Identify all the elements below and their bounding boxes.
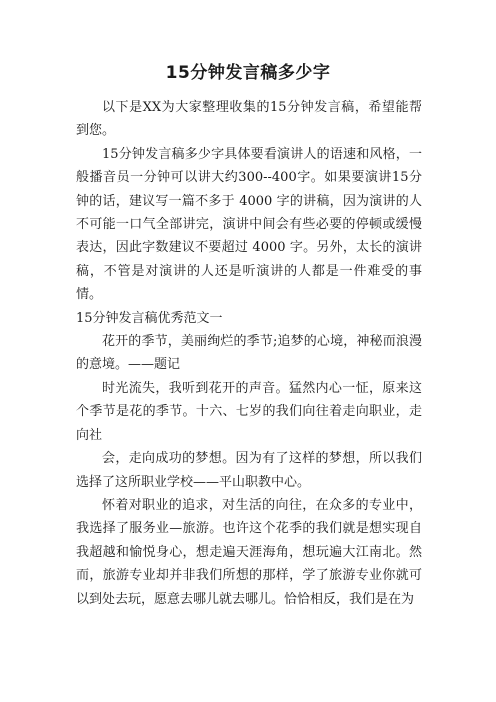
document-title: 15分钟发言稿多少字 [165, 63, 331, 83]
paragraph-time: 时光流失，我听到花开的声音。猛然内心一怔，原来这个季节是花的季节。十六、七岁的我们向往着走向职业，走向社 [76, 380, 422, 443]
paragraph-word-count: 15分钟发言稿多少字具体要看演讲人的语速和风格，一般播音员一分钟可以讲大约300--400字。如果要演讲15分钟的话，建议写一篇不多于 4000 字的讲稿，因为演讲的人不可能一口气全部讲完，演讲中间会有些必要的停顿或缓慢表达，因此字数建议不要超过 4000 字。另外，太长的演讲稿，不管是对演讲的人还是听演讲的人都是一件难受的事情。 [76, 146, 422, 303]
paragraph-career: 怀着对职业的追求，对生活的向往，在众多的专业中，我选择了服务业—旅游。也许这个花季的我们就是想实现自我超越和愉悦身心，想走遍天涯海角，想玩遍大江南北。然而，旅游专业却并非我们所想的那样，学了旅游专业你就可以到处去玩，愿意去哪儿就去哪儿。恰恰相反，我们是在为 [76, 497, 422, 607]
paragraph-intro: 以下是XX为大家整理收集的15分钟发言稿，希望能帮到您。 [76, 100, 422, 139]
paragraph-society: 会，走向成功的梦想。因为有了这样的梦想，所以我们选择了这所职业学校——平山职教中心。 [76, 451, 422, 490]
paragraph-epigraph: 花开的季节，美丽绚烂的季节;追梦的心境，神秘而浪漫的意境。——题记 [76, 334, 422, 373]
document-body [76, 96, 422, 611]
section-heading: 15分钟发言稿优秀范文一 [76, 310, 223, 326]
